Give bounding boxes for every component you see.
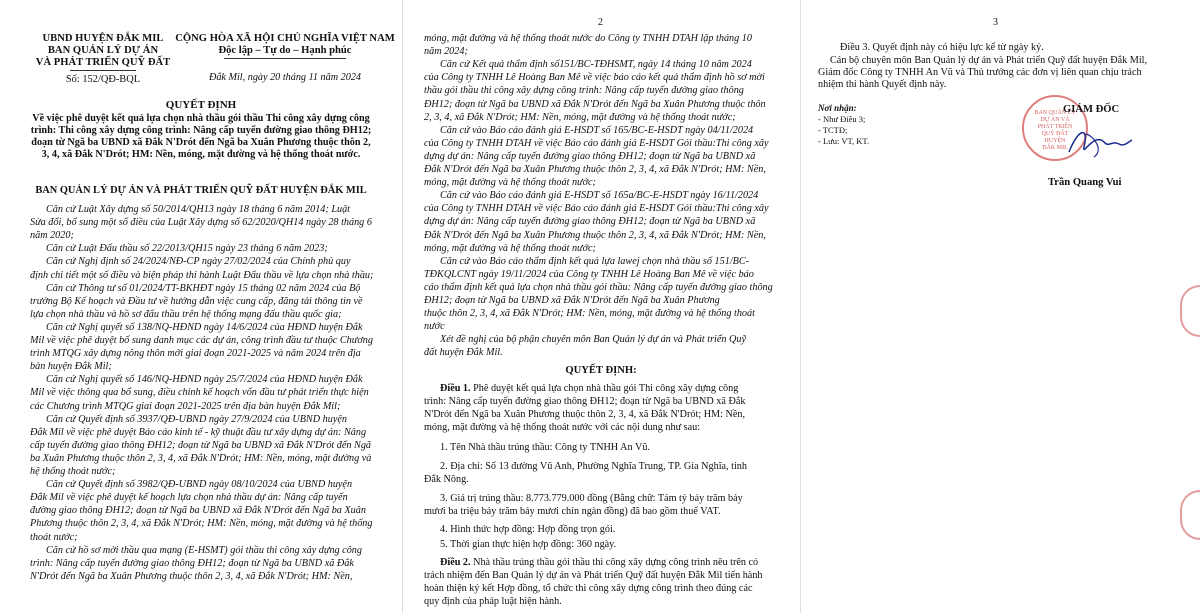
document-text-line: TĐKQLCNT ngày 19/11/2024 của Công ty TNHH Lê Hoàng Ban Mê về việc báo [424,268,754,280]
document-text-line: Xét đề nghị của bộ phận chuyên môn Ban Quản lý dự án và Phát triển Quỹ [440,334,747,346]
document-text-line: định chi tiết một số điều và biện pháp thi hành Luật Đấu thầu về lựa chọn nhà thầu; [30,269,374,281]
signer-name: Trần Quang Vui [1048,177,1122,188]
recipients-title: Nơi nhận: [818,103,857,113]
decision-text-line: Điều 2. Nhà thầu trúng thầu gói thầu thi công xây dựng công trình nêu trên có [440,557,759,568]
document-text-line: ĐH12; đoạn từ Ngã ba UBND xã Đắk N'Drót đến Ngã ba Xuân Phương thuộc thôn [424,98,766,110]
document-text-line: Căn cứ Thông tư số 01/2024/TT-BKHĐT ngày 15 tháng 02 năm 2024 của Bộ [46,282,361,294]
subject-line-1: Về việc phê duyệt kết quả lựa chọn nhà thầu gói thầu Thi công xây dựng công [32,113,370,124]
signature [1064,122,1134,164]
motto-underline [224,58,346,59]
document-text-line: trình: Nâng cấp tuyến đường giao thông ĐH12; đoạn từ Ngã ba UBND xã Đắk [30,557,354,569]
document-text-line: dựng dự án: Nâng cấp tuyến đường giao thông ĐH12; đoạn từ Ngã ba UBND xã [424,150,756,162]
document-text-line: Căn cứ Nghị quyết số 138/NQ-HĐND ngày 14/6/2024 của HĐND huyện Đắk [46,321,363,333]
subject-line-4: 3, 4, xã Đắk N'Drót; HM: Nền, móng, mặt đường và hệ thống thoát nước. [41,149,361,160]
document-text-line: Căn cứ hồ sơ mời thầu qua mạng (E-HSMT) gói thầu thi công xây dựng công [46,544,362,556]
document-text-line: Đắk N'Drót đến Ngã ba Xuân Phương thuộc thôn 2, 3, 4, xã Đắk N'Drót; HM: Nền, [424,229,766,241]
signer-title: GIÁM ĐỐC [1063,104,1120,115]
document-text-line: thoát nước; [30,531,78,543]
stamp-text-line: ĐẮK MIL [1042,145,1068,151]
page-number: 3 [993,17,998,28]
document-text-line: Căn cứ Nghị định số 24/2024/NĐ-CP ngày 27/02/2024 của Chính phủ quy [46,256,351,268]
edge-stamp-fragment [1180,490,1200,540]
document-page-2 [402,0,800,613]
decision-text-line: trách nhiệm đến Ban Quản lý dự án và Phát triển Quỹ đất huyện Đắk Mil tiến hành [424,570,763,581]
agency-unit-2: VÀ PHÁT TRIỂN QUỸ ĐẤT [35,57,171,68]
stamp-text-line: BAN QUẢN LÝ [1034,110,1076,116]
document-page-3 [800,0,1200,613]
decision-heading: QUYẾT ĐỊNH: [565,365,637,376]
stamp-text-line: QUỸ ĐẤT [1041,131,1069,137]
header-underline [70,70,136,71]
document-text-line: Căn cứ vào Báo cáo đánh giá E-HSDT số 165a/BC-E-HSDT ngày 16/11/2024 [440,190,759,202]
agency-unit: BAN QUẢN LÝ DỰ ÁN [47,45,159,56]
document-text-line: Đắk Mil về việc phê duyệt kế hoạch lựa chọn nhà thầu dự án: Nâng cấp tuyến [30,492,348,504]
document-page-1 [0,0,402,613]
document-text-line: của Công ty TNHH DTAH về việc Báo cáo đánh giá E-HSDT Gói thầu:Thi công xây [424,137,769,149]
document-text-line: N'Drót đến Ngã ba Xuân Phương thuộc thôn 2, 3, 4, xã Đắk N'Drót; HM: Nền, [30,570,353,582]
decision-text-line: móng, mặt đường và hệ thống thoát nước với các nội dung như sau: [424,422,701,433]
document-text-line: trưởng Bộ Kế hoạch và Đầu tư về hướng dẫn việc cung cấp, đăng tải thông tin về [30,295,363,307]
document-text-line: thuộc thôn 2, 3, 4, xã Đắk N'Drót; HM: Nền, móng, mặt đường và hệ thống thoát [424,308,755,320]
document-text-line: Phương thuộc thôn 2, 3, 4, xã Đắk N'Drót; HM: Nền, móng, mặt đường và hệ thống [30,518,373,530]
body-line: nhiệm thi hành Quyết định này. [818,79,947,90]
stamp-text-line: PHÁT TRIỂN [1037,124,1073,130]
document-text-line: năm 2024; [424,46,468,58]
document-text-line: ĐH12; đoạn từ Ngã ba UBND xã Đắk N'Drót đến Ngã ba Xuân Phương [424,295,720,306]
document-number: Số: 152/QĐ-BQL [65,74,141,85]
document-text-line: cáo thẩm định kết quả lựa chọn nhà thầu gói thầu: Nâng cấp tuyến đường giao thông [424,281,773,293]
decision-text-line: 2. Địa chỉ: Số 13 đường Vũ Anh, Phường Nghĩa Trung, TP. Gia Nghĩa, tỉnh [440,461,747,472]
document-text-line: Căn cứ Kết quả thẩm định số151/BC-TĐHSMT, ngày 14 tháng 10 năm 2024 [440,59,752,71]
document-text-line: năm 2020; [30,230,74,242]
document-text-line: đất huyện Đắk Mil. [424,347,503,359]
document-text-line: Căn cứ vào Báo cáo thẩm định kết quả lựa lawej chọn nhà thầu số 151/BC- [440,255,750,267]
page-number: 2 [598,17,603,28]
document-text-line: của Công ty TNHH DTAH về việc Báo cáo đánh giá E-HSDT Gói thầu:Thi công xây [424,203,769,215]
national-motto: Độc lập – Tự do – Hạnh phúc [218,45,352,56]
subject-line-3: đoạn từ Ngã ba UBND xã Đắk N'Drót đến Ngã ba Xuân Phương thuộc thôn 2, [31,137,371,148]
decision-text-line: quy định của pháp luật hiện hành. [424,596,562,607]
document-text-line: của Công ty TNHH Lê Hoàng Ban Mê về việc báo cáo kết quả thẩm định hồ sơ mời [424,72,765,84]
national-title: CỘNG HÒA XÃ HỘI CHỦ NGHĨA VIỆT NAM [175,33,395,44]
document-text-line: Sửa đổi, bổ sung một số điều của Luật Xây dựng số 62/2020/QH14 ngày 28 tháng 6 [30,217,372,229]
document-text-line: ba Xuân Phương thuộc thôn 2, 3, 4, xã Đắk N'Drót; HM: Nền, móng, mặt đường và [30,452,372,464]
decision-text-line: Điều 1. Phê duyệt kết quả lựa chọn nhà thầu gói Thi công xây dựng công [440,383,739,394]
document-text-line: các Chương trình MTQG giai đoạn 2021-2025 trên địa bàn huyện Đắk Mil; [30,400,341,412]
decision-text-line: 4. Hình thức hợp đồng: Hợp đồng trọn gói. [440,524,616,535]
stamp-text-line: DỰ ÁN VÀ [1040,117,1070,123]
document-text-line: Mil về việc phê duyệt bổ sung danh mục các dự án, công trình đầu tư thuộc Chương [30,335,373,346]
agency-name: UBND HUYỆN ĐẮK MIL [42,33,164,44]
recipient-item: - Như Điều 3; [818,114,866,124]
document-text-line: Mil về việc thông qua bổ sung, điều chỉnh kế hoạch vốn đầu tư phát triển thực hiện [30,387,369,399]
issuing-authority: BAN QUẢN LÝ DỰ ÁN VÀ PHÁT TRIỂN QUỸ ĐẤT HUYỆN ĐẮK MIL [35,185,367,196]
recipient-item: - TCTĐ; [818,125,848,135]
body-line: Giám đốc Công ty TNHH An Vũ và Thủ trưởng các đơn vị liên quan chịu trách [818,67,1142,78]
document-text-line: đường giao thông ĐH12; đoạn từ Ngã ba UBND xã Đắk N'Drót đến Ngã ba Xuân [30,505,366,517]
document-text-line: trình MTQG xây dựng nông thôn mới giai đoạn 2021-2025 và năm 2024 trên địa [30,348,361,360]
decision-text-line: trình: Nâng cấp tuyến đường giao thông ĐH12; đoạn từ Ngã ba UBND xã Đắk [424,396,746,407]
document-text-line: 2, 3, 4, xã Đắk N'Drót; HM: Nền, móng, mặt đường và hệ thống thoát nước; [424,111,736,123]
document-text-line: cấp tuyến đường giao thông ĐH12; đoạn từ Ngã ba UBND xã Đắk N'Drót đến Ngã [30,439,372,451]
article-3: Điều 3. Quyết định này có hiệu lực kể từ ngày ký. [840,42,1044,53]
document-text-line: Căn cứ Quyết định số 3937/QĐ-UBND ngày 27/9/2024 của UBND huyện [46,413,347,425]
recipient-item: - Lưu: VT, KT. [818,136,870,146]
subject-line-2: trình: Thi công xây dựng công trình: Nâng cấp tuyến đường giao thông ĐH12; [30,125,372,136]
document-text-line: Căn cứ Luật Xây dựng số 50/2014/QH13 ngày 18 tháng 6 năm 2014; Luật [46,204,350,215]
document-text-line: bàn huyện Đắk Mil; [30,361,112,373]
document-text-line: Căn cứ Luật Đấu thầu số 22/2013/QH15 ngày 23 tháng 6 năm 2023; [46,243,328,255]
document-text-line: nước [424,321,445,333]
decision-text-line: N'Drót đến Ngã ba Xuân Phương thuộc thôn 2, 3, 4, xã Đắk N'Drót; HM: Nền, [424,409,746,420]
decision-text-line: hoàn thiện ký kết Hợp đồng, tổ chức thi công xây dựng công trình theo đúng các [424,583,753,594]
document-type: QUYẾT ĐỊNH [165,99,237,111]
document-text-line: móng, mặt đường và hệ thống thoát nước; [424,242,596,254]
document-text-line: hệ thống thoát nước; [30,466,116,477]
document-text-line: Đắk N'Drót đến Ngã ba Xuân Phương thuộc thôn 2, 3, 4, xã Đắk N'Drót; HM: Nền, [424,164,766,175]
decision-text-line: 3. Giá trị trúng thầu: 8.773.779.000 đồng (Bằng chữ: Tám tỷ bảy trăm bảy [440,493,743,504]
document-text-line: Căn cứ Quyết định số 3982/QĐ-UBND ngày 08/10/2024 của UBND huyện [46,479,353,491]
body-line: Cán bộ chuyên môn Ban Quản lý dự án và Phát triển Quỹ đất huyện Đắk Mil, [830,55,1148,66]
edge-stamp-fragment [1180,285,1200,337]
document-text-line: móng, mặt đường và hệ thống thoát nước do Công ty TNHH DTAH lập tháng 10 [424,33,752,44]
issue-date: Đắk Mil, ngày 20 tháng 11 năm 2024 [208,72,362,83]
decision-text-line: Đắk Nông. [424,474,469,485]
decision-text-line: 5. Thời gian thực hiện hợp đồng: 360 ngày. [440,539,617,550]
stamp-text-line: HUYỆN [1044,138,1066,144]
document-text-line: Căn cứ Nghị quyết số 146/NQ-HĐND ngày 25/7/2024 của HĐND huyện Đắk [46,374,363,386]
document-text-line: Đắk Mil về việc phê duyệt Báo cáo kinh tế - kỹ thuật đầu tư xây dựng dự án: Nâng [30,426,367,438]
document-text-line: móng, mặt đường và hệ thống thoát nước; [424,177,596,189]
document-text-line: Căn cứ vào Báo cáo đánh giá E-HSDT số 165/BC-E-HSDT ngày 04/11/2024 [440,124,754,136]
document-text-line: dựng dự án: Nâng cấp tuyến đường giao thông ĐH12; đoạn từ Ngã ba UBND xã [424,216,756,228]
document-text-line: lựa chọn nhà thầu và hồ sơ đấu thầu trên hệ thống mạng đấu thầu quốc gia; [30,308,342,320]
decision-text-line: mươi ba triệu bảy trăm bảy mươi chín ngàn đồng) đã bao gồm thuế VAT. [424,506,721,517]
document-text-line: thầu gói thầu thi công xây dựng công trình: Nâng cấp tuyến đường giao thông [424,85,744,97]
decision-text-line: 1. Tên Nhà thầu trúng thầu: Công ty TNHH An Vũ. [440,442,650,453]
